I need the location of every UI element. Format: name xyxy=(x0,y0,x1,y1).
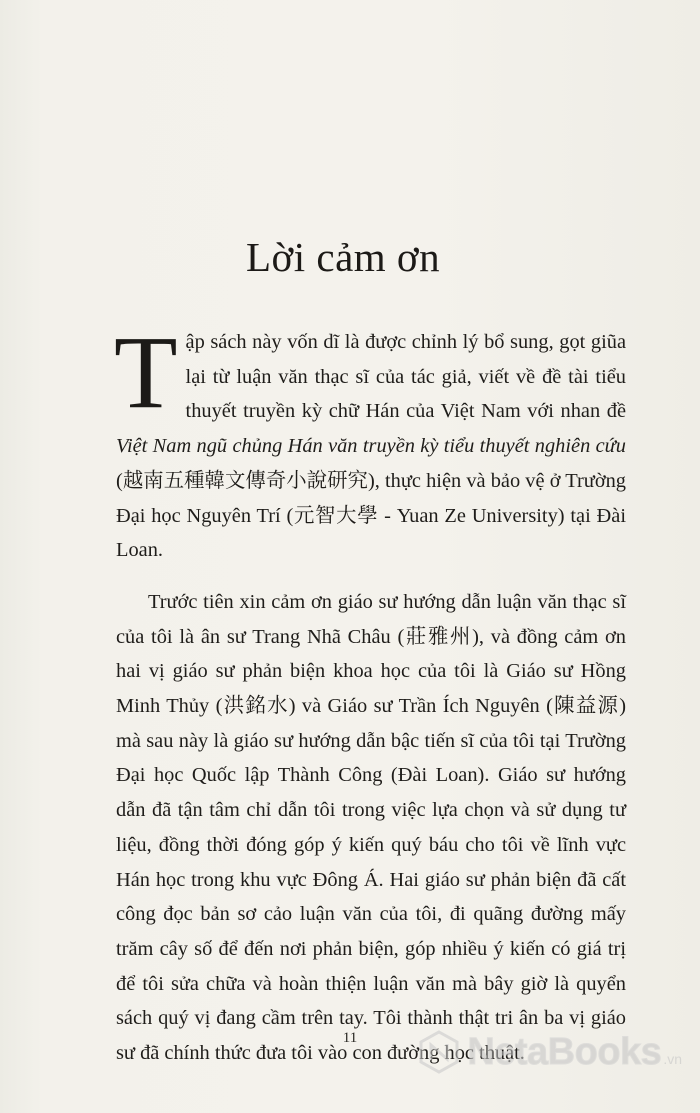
netabooks-logo-icon xyxy=(417,1030,461,1074)
paragraph-2: Trước tiên xin cảm ơn giáo sư hướng dẫn luận văn thạc sĩ của tôi là ân sư Trang Nhã Châu (莊雅州), và đồng cảm ơn hai vị giáo sư phản biện khoa học của tôi là Giáo sư Hồng Minh Thủy (洪銘水) và Giáo sư Trần Ích Nguyên (陳益源) mà sau này là giáo sư hướng dẫn bậc tiến sĩ của tôi tại Trường Đại học Quốc lập Thành Công (Đài Loan). Giáo sư hướng dẫn đã tận tâm chỉ dẫn tôi trong việc lựa chọn và sử dụng tư liệu, đồng thời đóng góp ý kiến quý báu cho tôi về lĩnh vực Hán học trong khu vực Đông Á. Hai giáo sư phản biện đã cất công đọc bản sơ cảo luận văn của tôi, đi quãng đường mấy trăm cây số để đến nơi phản biện, góp nhiều ý kiến có giá trị để tôi sửa chữa và hoàn thiện luận văn mà bây giờ là quyển sách quý vị đang cầm trên tay. Tôi thành thật tri ân ba vị giáo sư đã chính thức đưa tôi vào con đường học thuật. xyxy=(116,590,626,1065)
page-title: Lời cảm ơn xyxy=(246,234,441,281)
page-number: 11 xyxy=(342,1030,358,1046)
watermark-suffix: .vn xyxy=(663,1051,682,1067)
paragraph-1-text-b: (越南五種韓文傳奇小說研究), thực hiện và bảo vệ ở Trường Đại học Nguyên Trí (元智大學 - Yuan Ze University) tại Đài Loan. xyxy=(116,469,626,562)
paragraph-1-text-a: ập sách này vốn dĩ là được chỉnh lý bổ sung, gọt giũa lại từ luận văn thạc sĩ của tác giả, viết về đề tài tiểu thuyết truyền kỳ chữ Hán của Việt Nam với nhan đề xyxy=(185,331,626,423)
watermark xyxy=(417,1030,682,1074)
paragraph-1 xyxy=(114,315,626,568)
watermark-text: NetaBooks xyxy=(467,1030,662,1073)
drop-cap: T xyxy=(114,315,178,430)
thesis-title: Việt Nam ngũ chủng Hán văn truyền kỳ tiểu thuyết nghiên cứu xyxy=(116,435,626,458)
body-text xyxy=(114,315,626,1071)
